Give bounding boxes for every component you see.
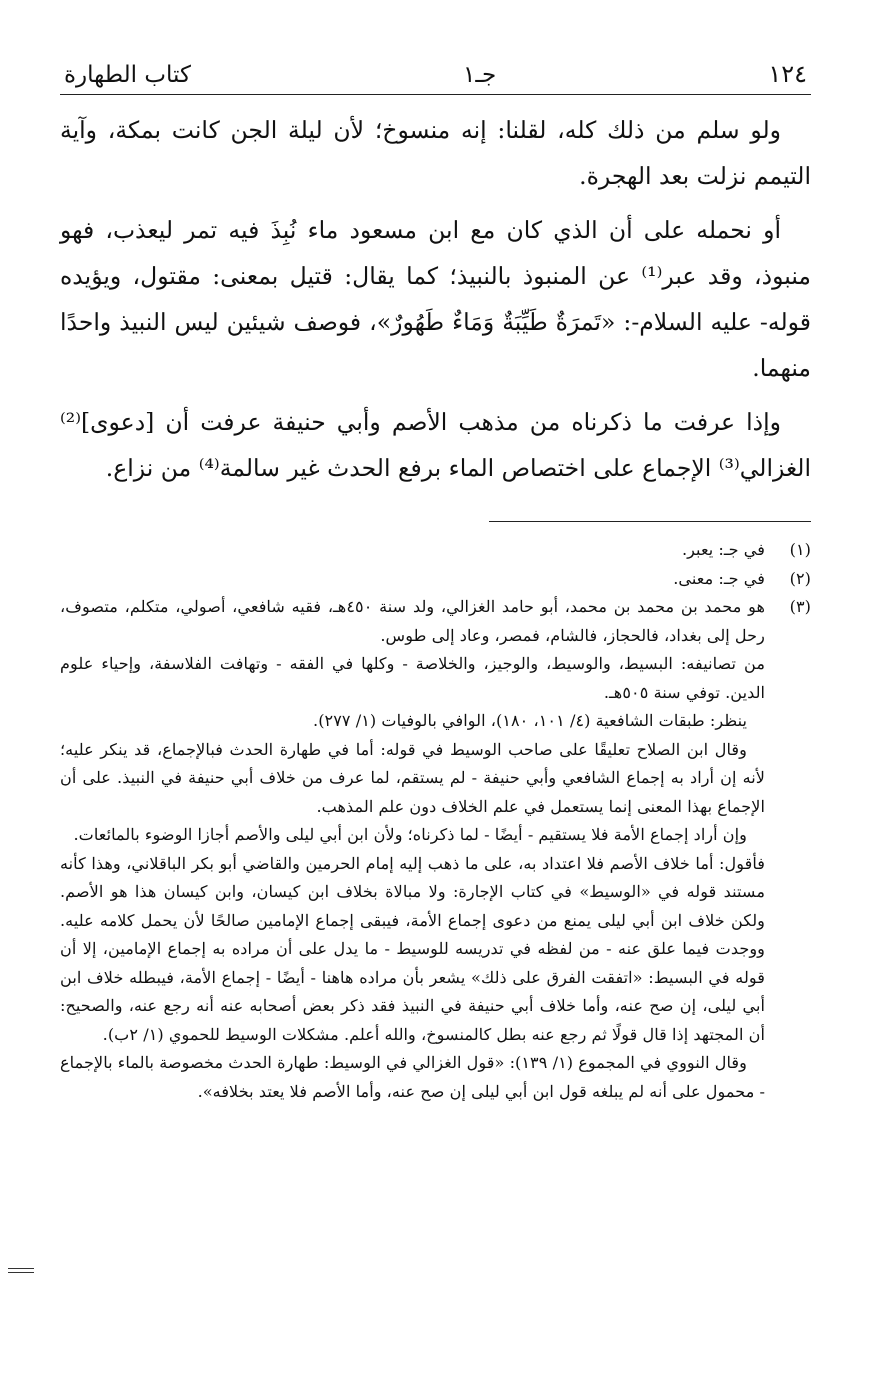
footnote-continuation: ينظر: طبقات الشافعية (٤/ ١٠١، ١٨٠)، الوافي بالوفيات (١/ ٢٧٧). bbox=[313, 711, 747, 730]
footnote-continuation: من تصانيفه: البسيط، والوسيط، والوجيز، والخلاصة - وكلها في الفقه - وتهافت الفلاسفة، وإحياء علوم الدين. توفي سنة ٥٠٥هـ. bbox=[60, 654, 765, 702]
footnote-continuation: وقال النووي في المجموع (١/ ١٣٩): «قول الغزالي في الوسيط: طهارة الحدث مخصوصة بالماء بالإجماع - محمول على أنه لم يبلغه قول ابن أبي ليلى إن صح عنه، وأما الأصم فلا يعتد بخلافه». bbox=[60, 1053, 765, 1101]
book-page bbox=[60, 60, 811, 1106]
volume-label: جـ١ bbox=[462, 62, 497, 88]
footnote-item bbox=[60, 593, 811, 650]
footnote-text: في جـ: معنى. bbox=[673, 568, 765, 588]
page-header bbox=[60, 60, 811, 95]
footnote-number: (١) bbox=[789, 540, 811, 559]
main-paragraph: وإذا عرفت ما ذكرناه من مذهب الأصم وأبي حنيفة عرفت أن [دعوى]⁽²⁾ الغزالي⁽³⁾ الإجماع على اختصاص الماء برفع الحدث غير سالمة⁽⁴⁾ من نزاع. bbox=[60, 408, 811, 482]
page-number: ١٢٤ bbox=[768, 60, 807, 88]
footnote-continuation: فأقول: أما خلاف الأصم فلا اعتداد به، على ما ذهب إليه إمام الحرمين والقاضي أبو بكر الباقلاني، وهذا كأنه مستند قوله في «الوسيط» في كتاب الإجارة: ولا مبالاة بخلاف ابن كيسان، وابن كيسان هذا هو الأصم. ولكن خلاف ابن أبي ليلى يمنع من دعوى إجماع الأمة، فيبقى إجماع الإمامين صالحًا لأن يحمل كلامه عليه. ووجدت فيما علق عنه - من لفظه في تدريسه للوسيط - ما يدل على أن مراده به إجماع الإمامين، إلا أن قوله في البسيط: «اتفقت الفرق على ذلك» يشعر بأن مراده هاهنا - أيضًا - إجماع الأمة، فيبطله خلاف ابن أبي ليلى، إن صح عنه، وأما خلاف أبي حنيفة في النبيذ فقد ذكر بعض أصحابه عنه أنه رجع عنه، والصحيح: أن المجتهد إذا قال قولًا ثم رجع عنه بطل كالمنسوخ، والله أعلم. مشكلات الوسيط للحموي (١/ ٢ب). bbox=[60, 853, 765, 1044]
footnote-continuation: وقال ابن الصلاح تعليقًا على صاحب الوسيط في قوله: أما في طهارة الحدث فبالإجماع، قد ينكر عليه؛ لأنه إن أراد به إجماع الشافعي وأبي حنيفة - لم يستقم، لما عرف من خلاف أبي حنيفة في النبيذ. على أن الإجماع بهذا المعنى إنما يستعمل في علم الخلاف دون علم المذهب. bbox=[60, 739, 765, 816]
footnote-separator bbox=[489, 521, 811, 522]
footnote-text: في جـ: يعبر. bbox=[681, 540, 765, 559]
chapter-title: كتاب الطهارة bbox=[64, 62, 191, 88]
footnote-item bbox=[60, 536, 811, 565]
footnote-text: هو محمد بن محمد بن محمد، أبو حامد الغزالي، ولد سنة ٤٥٠هـ، فقيه شافعي، أصولي، متكلم، متصوف، رحل إلى بغداد، فالحجاز، فالشام، فمصر، وعاد إلى طوس. bbox=[60, 597, 766, 645]
footnotes bbox=[60, 536, 811, 1106]
main-paragraph: ولو سلم من ذلك كله، لقلنا: إنه منسوخ؛ لأن ليلة الجن كانت بمكة، وآية التيمم نزلت بعد الهجرة. bbox=[60, 116, 811, 190]
footnote-continuation: وإن أراد إجماع الأمة فلا يستقيم - أيضًا - لما ذكرناه؛ ولأن ابن أبي ليلى والأصم أجازا الوضوء بالمائعات. bbox=[73, 825, 747, 844]
main-paragraph: أو نحمله على أن الذي كان مع ابن مسعود ماء نُبِذَ فيه تمر ليعذب، فهو منبوذ، وقد عبر⁽¹⁾ عن المنبوذ بالنبيذ؛ كما يقال: قتيل بمعنى: مقتول، ويؤيده قوله- عليه السلام-: «تَمرَةٌ طَيِّبَةٌ وَمَاءٌ طَهُورٌ»، فوصف شيئين ليس النبيذ واحدًا منهما. bbox=[60, 216, 811, 382]
footnote-item bbox=[60, 565, 811, 594]
footnote-number: (٢) bbox=[789, 568, 811, 588]
main-text bbox=[60, 107, 811, 491]
footnote-number: (٣) bbox=[789, 597, 811, 616]
margin-mark bbox=[8, 1268, 34, 1273]
